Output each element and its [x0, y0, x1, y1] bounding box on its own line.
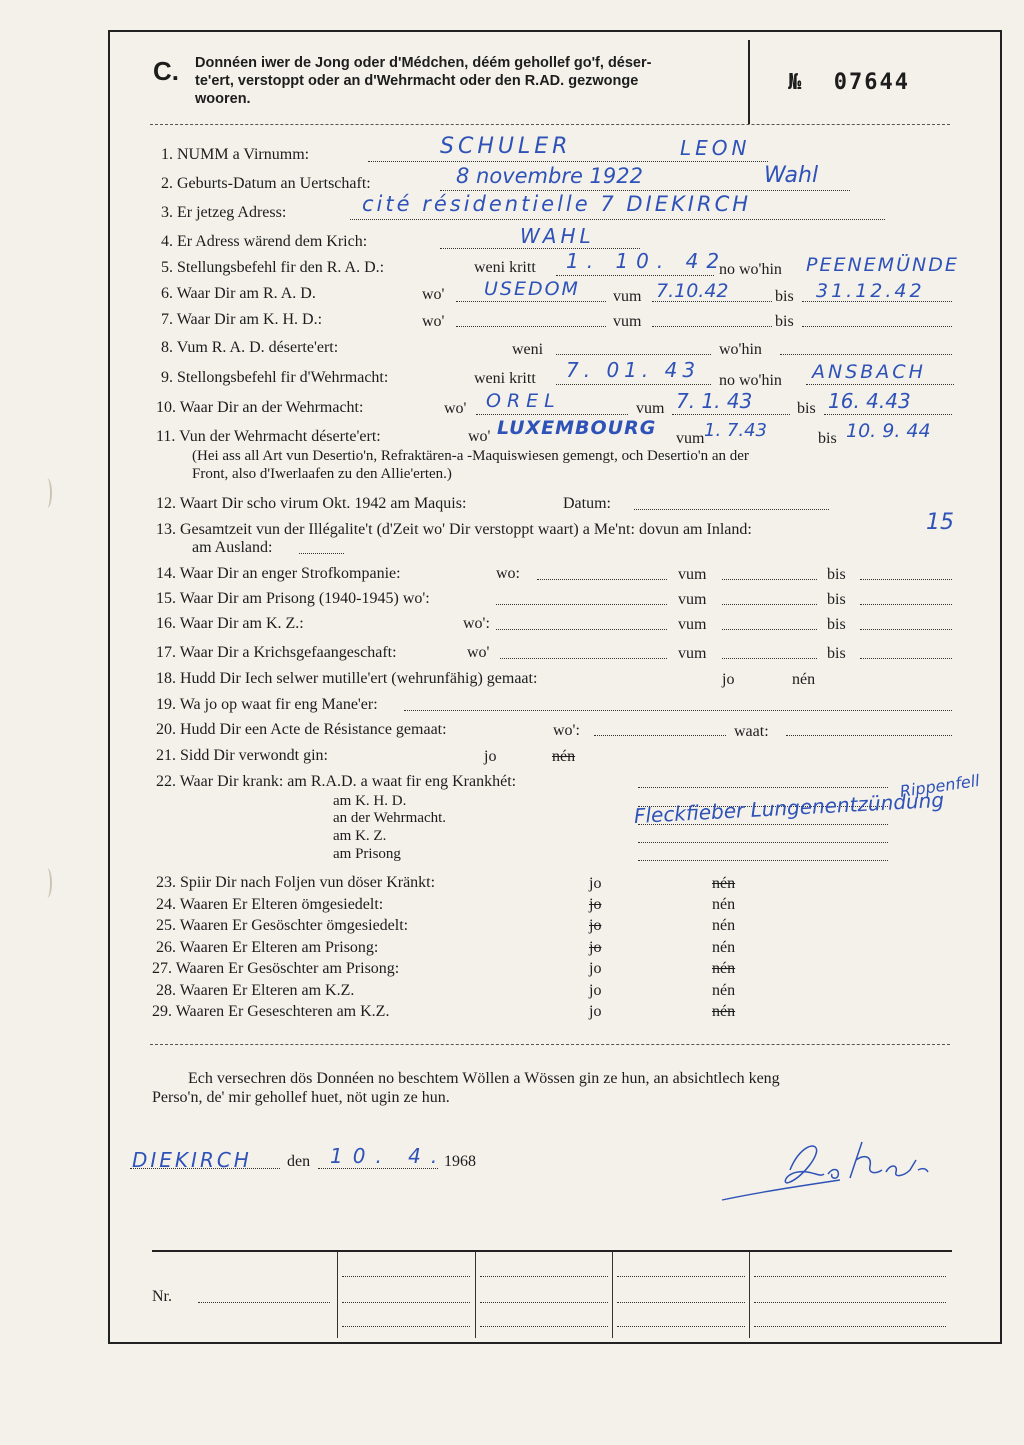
- punch-hole-mark: [42, 478, 52, 508]
- field-11-value-1: LUXEMBOURG: [497, 417, 657, 439]
- footer-cell-line: [480, 1302, 608, 1303]
- field-6-value-1: USEDOM: [484, 278, 580, 300]
- field-25-nen: nén: [712, 917, 736, 934]
- footer-nr-line: [198, 1302, 330, 1303]
- field-8-line-2: [780, 354, 952, 355]
- field-25-label: 25. Waaren Er Gesöschter ömgesiedelt:: [156, 917, 409, 934]
- field-22-illness: Fleckfieber Lungenentzündung: [633, 787, 945, 828]
- field-10-key-3: bis: [797, 400, 816, 417]
- field-19-line: [404, 710, 952, 711]
- field-8-line-1: [556, 354, 711, 355]
- field-4-wartime-address: WAHL: [520, 224, 595, 248]
- field-2-birthdate: 8 novembre 1922: [456, 164, 644, 188]
- field-14-key-1: wo:: [496, 565, 520, 582]
- field-9-value-1: 7. 01. 43: [566, 358, 701, 382]
- field-23-jo: jo: [589, 875, 602, 892]
- field-16-key-2: vum: [678, 616, 707, 633]
- signature-date-line: [318, 1168, 438, 1169]
- footer-cell-line: [342, 1276, 470, 1277]
- footer-cell-line: [342, 1302, 470, 1303]
- field-27-label: 27. Waaren Er Gesöschter am Prisong:: [152, 960, 400, 977]
- footer-cell-line: [754, 1302, 946, 1303]
- field-14-key-3: bis: [827, 566, 846, 583]
- field-19-label: 19. Wa jo op waat fir eng Mane'er:: [156, 696, 378, 713]
- signature-date: 10. 4.: [330, 1144, 448, 1168]
- header-divider: [748, 40, 750, 124]
- field-5-key-2: no wo'hin: [719, 261, 782, 278]
- field-21-jo: jo: [484, 748, 497, 765]
- field-7-line-2: [652, 326, 772, 327]
- field-11-value-3: 10. 9. 44: [846, 420, 931, 442]
- punch-hole-mark: [42, 868, 52, 898]
- signature-place: DIEKIRCH: [132, 1148, 252, 1172]
- field-21-label: 21. Sidd Dir verwondt gin:: [156, 747, 328, 764]
- field-27-nen: nén: [712, 960, 736, 977]
- field-12-label: 12. Waart Dir scho virum Okt. 1942 am Maquis:: [156, 495, 467, 512]
- field-17-key-2: vum: [678, 645, 707, 662]
- section-letter: C.: [153, 56, 179, 86]
- field-20-key-1: wo':: [553, 722, 580, 739]
- field-24-jo: jo: [589, 896, 602, 913]
- field-15-line-1: [496, 604, 667, 605]
- field-22-side-note: Rippenfell: [898, 770, 981, 801]
- field-1-firstname: LEON: [680, 136, 751, 160]
- field-28-label: 28. Waaren Er Elteren am K.Z.: [156, 982, 355, 999]
- field-15-line-2: [722, 604, 817, 605]
- field-1-line: [368, 161, 768, 162]
- footer-cell-line: [617, 1326, 745, 1327]
- field-16-key-1: wo':: [463, 615, 490, 632]
- field-11-note: (Hei ass all Art vun Desertio'n, Refraktären-a -Maquiswiesen gemengt, och Desertio'n an der Front, also d'Iwerlaafen zu den Allie'erten.): [192, 448, 749, 482]
- field-18-jo: jo: [722, 671, 735, 688]
- field-22-line-5: [638, 860, 888, 861]
- field-10-key-2: vum: [636, 400, 665, 417]
- field-10-value-1: OREL: [486, 390, 561, 412]
- field-15-line-3: [860, 604, 952, 605]
- field-13-label: 13. Gesamtzeit vun der Illégalite't (d'Zeit wo' Dir verstoppt waart) a Me'nt: dovun am Inland:: [156, 521, 752, 538]
- declaration-text: Ech versechren dös Donnéen no beschtem Wöllen a Wössen gin ze hun, an absichtlech keng Perso'n, de' mir gehollef huet, nöt ugin ze hun.: [152, 1070, 780, 1106]
- field-11-key-1: wo': [468, 428, 491, 445]
- header-separator: [150, 124, 950, 125]
- field-18-label: 18. Hudd Dir Iech selwer mutille'ert (wehrunfähig) gemaat:: [156, 670, 538, 687]
- field-17-line-3: [860, 658, 952, 659]
- field-11-label: 11. Vun der Wehrmacht déserte'ert:: [156, 428, 381, 445]
- field-6-value-3: 31.12.42: [816, 280, 925, 302]
- field-9-line-2: [806, 384, 954, 385]
- field-8-key-2: wo'hin: [719, 341, 762, 358]
- field-24-label: 24. Waaren Er Elteren ömgesiedelt:: [156, 896, 384, 913]
- field-12-line: [634, 509, 829, 510]
- field-26-nen: nén: [712, 939, 736, 956]
- field-16-key-3: bis: [827, 616, 846, 633]
- field-5-label: 5. Stellungsbefehl fir den R. A. D.:: [161, 259, 385, 276]
- field-13-line-abroad: [299, 553, 344, 554]
- field-16-label: 16. Waar Dir am K. Z.:: [156, 615, 304, 632]
- field-3-line: [350, 219, 885, 220]
- footer-cell-line: [617, 1302, 745, 1303]
- field-10-line-2: [672, 414, 790, 415]
- field-11-value-2: 1. 7.43: [704, 420, 767, 441]
- field-22-sub-wehrmacht: an der Wehrmacht.: [333, 810, 447, 826]
- field-22-line-4: [638, 842, 888, 843]
- field-22-sub-prisong: am Prisong: [333, 846, 401, 862]
- field-4-label: 4. Er Adress wärend dem Krich:: [161, 233, 368, 250]
- footer-cell-line: [754, 1276, 946, 1277]
- field-3-label: 3. Er jetzeg Adress:: [161, 204, 287, 221]
- signature-year: 1968: [444, 1153, 476, 1170]
- field-12-key-1: Datum:: [563, 495, 611, 512]
- field-28-jo: jo: [589, 982, 602, 999]
- field-8-label: 8. Vum R. A. D. déserte'ert:: [161, 339, 339, 356]
- footer-cell-line: [617, 1276, 745, 1277]
- field-10-key-1: wo': [444, 400, 467, 417]
- field-15-label: 15. Waar Dir am Prisong (1940-1945) wo':: [156, 590, 430, 607]
- field-22-line-1: [638, 787, 888, 788]
- field-5-value-1: 1. 10. 42: [566, 249, 728, 273]
- footer-cell-line: [480, 1326, 608, 1327]
- field-14-line-1: [537, 579, 667, 580]
- field-17-line-2: [722, 658, 817, 659]
- field-6-key-2: vum: [613, 288, 642, 305]
- field-29-label: 29. Waaren Er Geseschteren am K.Z.: [152, 1003, 390, 1020]
- field-2-line: [440, 190, 850, 191]
- field-23-label: 23. Spiir Dir nach Foljen vun döser Kränkt:: [156, 874, 436, 891]
- field-25-jo: jo: [589, 917, 602, 934]
- field-2-label: 2. Geburts-Datum an Uertschaft:: [161, 175, 371, 192]
- field-20-key-2: waat:: [734, 723, 769, 740]
- field-7-key-3: bis: [775, 313, 794, 330]
- field-5-value-2: PEENEMÜNDE: [806, 254, 959, 276]
- field-1-label: 1. NUMM a Virnumm:: [161, 146, 310, 163]
- field-10-value-2: 7. 1. 43: [676, 389, 753, 413]
- footer-cell-divider: [749, 1252, 750, 1338]
- footer-cell-divider: [612, 1252, 613, 1338]
- field-5-key-1: weni kritt: [474, 259, 536, 276]
- field-6-label: 6. Waar Dir am R. A. D.: [161, 285, 316, 302]
- field-15-key-2: vum: [678, 591, 707, 608]
- footer-cell-divider: [475, 1252, 476, 1338]
- field-20-line-2: [786, 735, 952, 736]
- field-6-value-2: 7.10.42: [656, 280, 729, 302]
- field-26-label: 26. Waaren Er Elteren am Prisong:: [156, 939, 379, 956]
- signature-den: den: [287, 1153, 311, 1170]
- field-2-birthplace: Wahl: [764, 163, 819, 188]
- field-13-label-abroad: am Ausland:: [192, 539, 273, 556]
- field-22-sub-kz: am K. Z.: [333, 828, 387, 844]
- field-28-nen: nén: [712, 982, 736, 999]
- field-29-jo: jo: [589, 1003, 602, 1020]
- footer-nr-label: Nr.: [152, 1288, 172, 1305]
- field-6-key-1: wo': [422, 286, 445, 303]
- field-10-value-3: 16. 4.43: [828, 389, 911, 413]
- field-9-label: 9. Stellongsbefehl fir d'Wehrmacht:: [161, 369, 389, 386]
- section-title: Donnéen iwer de Jong oder d'Médchen, déém gehollef go'f, déser- te'ert, verstoppt oder an d'Wehrmacht oder den R.AD. gezwonge wooren.: [195, 55, 652, 107]
- field-29-nen: nén: [712, 1003, 736, 1020]
- field-7-line-1: [456, 326, 606, 327]
- field-20-label: 20. Hudd Dir een Acte de Résistance gemaat:: [156, 721, 447, 738]
- field-20-line-1: [594, 735, 726, 736]
- field-16-line-1: [496, 629, 667, 630]
- field-11-key-2: vum: [676, 430, 705, 447]
- field-7-key-2: vum: [613, 313, 642, 330]
- field-24-nen: nén: [712, 896, 736, 913]
- field-6-line-1: [456, 301, 606, 302]
- field-10-line-3: [824, 414, 952, 415]
- footer-cell-divider: [337, 1252, 338, 1338]
- footer-cell-line: [754, 1326, 946, 1327]
- field-15-key-3: bis: [827, 591, 846, 608]
- field-17-label: 17. Waar Dir a Krichsgefaangeschaft:: [156, 644, 397, 661]
- field-9-line-1: [556, 384, 711, 385]
- field-13-value-inland: 15: [926, 510, 954, 535]
- footer-cell-line: [480, 1276, 608, 1277]
- footer-rule: [152, 1250, 952, 1252]
- field-7-line-3: [802, 326, 952, 327]
- field-14-line-3: [860, 579, 952, 580]
- signature-place-line: [130, 1168, 280, 1169]
- field-27-jo: jo: [589, 960, 602, 977]
- field-22-sub-khd: am K. H. D.: [333, 793, 407, 809]
- field-9-value-2: ANSBACH: [812, 361, 926, 383]
- declaration-separator: [150, 1044, 950, 1045]
- field-10-label: 10. Waar Dir an der Wehrmacht:: [156, 399, 364, 416]
- field-6-key-3: bis: [775, 288, 794, 305]
- field-8-key-1: weni: [512, 341, 544, 358]
- field-16-line-3: [860, 629, 952, 630]
- field-7-key-1: wo': [422, 313, 445, 330]
- field-3-address: cité résidentielle 7 DIEKIRCH: [362, 192, 752, 216]
- field-23-nen: nén: [712, 875, 736, 892]
- field-17-key-3: bis: [827, 645, 846, 662]
- field-10-line-1: [476, 414, 628, 415]
- field-21-nen: nén: [552, 748, 576, 765]
- field-14-line-2: [722, 579, 817, 580]
- field-18-nen: nén: [792, 671, 816, 688]
- field-26-jo: jo: [589, 939, 602, 956]
- field-22-label: 22. Waar Dir krank: am R.A.D. a waat fir eng Krankhét:: [156, 773, 517, 790]
- handwritten-signature: [720, 1130, 940, 1210]
- field-14-label: 14. Waar Dir an enger Strofkompanie:: [156, 565, 401, 582]
- field-5-line-1: [556, 275, 714, 276]
- field-1-surname: SCHULER: [440, 134, 572, 159]
- field-16-line-2: [722, 629, 817, 630]
- field-14-key-2: vum: [678, 566, 707, 583]
- field-9-key-2: no wo'hin: [719, 372, 782, 389]
- field-11-key-3: bis: [818, 430, 837, 447]
- footer-cell-line: [342, 1326, 470, 1327]
- field-17-key-1: wo': [467, 644, 490, 661]
- form-number: № 07644: [788, 70, 910, 95]
- field-7-label: 7. Waar Dir am K. H. D.:: [161, 311, 323, 328]
- field-9-key-1: weni kritt: [474, 370, 536, 387]
- field-17-line-1: [500, 658, 667, 659]
